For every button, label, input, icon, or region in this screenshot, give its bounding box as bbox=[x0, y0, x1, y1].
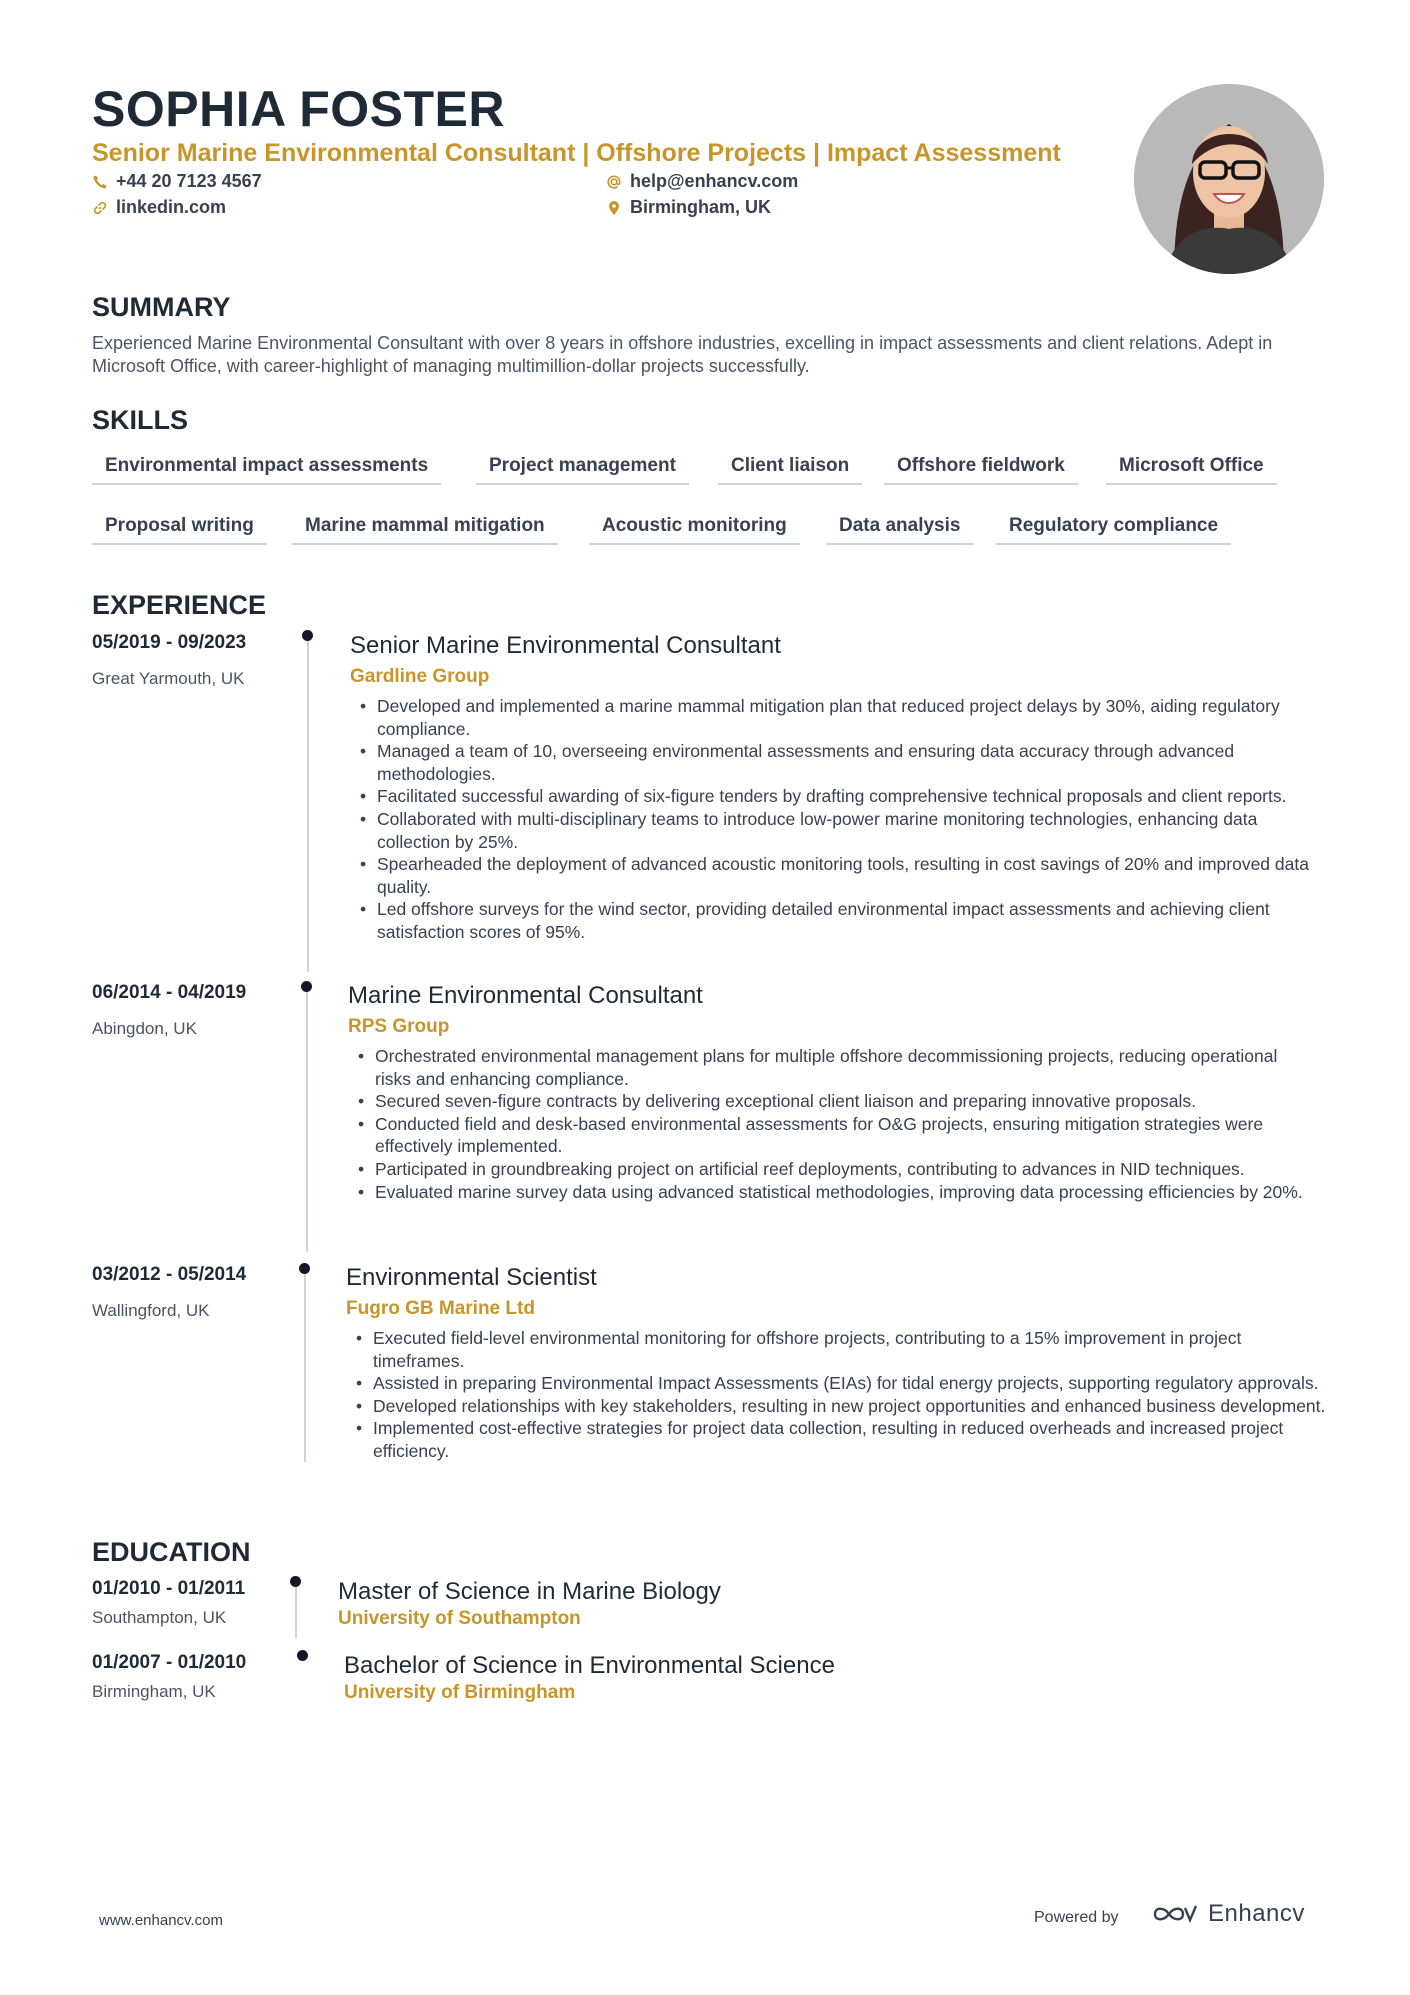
timeline-line bbox=[304, 1272, 306, 1462]
job-bullet: • Developed relationships with key stakeholders, resulting in new project opportunities and enhanced business development. bbox=[354, 1395, 1329, 1418]
skill-tag: Regulatory compliance bbox=[996, 509, 1231, 545]
enhancv-logo[interactable] bbox=[1152, 1900, 1305, 1928]
email-text: help@enhancv.com bbox=[630, 171, 799, 191]
phone-icon bbox=[92, 174, 108, 190]
enhancv-brand-text: Enhancv bbox=[1208, 1900, 1305, 1927]
location-pin-icon bbox=[606, 200, 622, 216]
contact-phone bbox=[92, 171, 262, 192]
skill-tag: Client liaison bbox=[718, 449, 862, 485]
summary-text: Experienced Marine Environmental Consultant with over 8 years in offshore industries, excelling in impact assessments and client relations. Adept in Microsoft Office, with career-highlight of managing multimillion-dollar projects successfully. bbox=[92, 333, 1273, 376]
timeline-dot bbox=[297, 1650, 308, 1661]
job-title: Environmental Scientist bbox=[346, 1264, 597, 1291]
skill-tag: Offshore fieldwork bbox=[884, 449, 1078, 485]
timeline-line bbox=[307, 640, 309, 972]
education-degree: Bachelor of Science in Environmental Science bbox=[344, 1652, 835, 1679]
skill-tag: Marine mammal mitigation bbox=[292, 509, 558, 545]
job-title: Marine Environmental Consultant bbox=[348, 982, 703, 1009]
skills-heading: SKILLS bbox=[92, 405, 189, 435]
education-location: Birmingham, UK bbox=[92, 1682, 216, 1701]
job-bullet: • Executed field-level environmental monitoring for offshore projects, contributing to a 15% improvement in project timeframes. bbox=[354, 1327, 1329, 1372]
job-title: Senior Marine Environmental Consultant bbox=[350, 632, 781, 659]
enhancv-logo-icon bbox=[1152, 1902, 1198, 1926]
skill-tag: Proposal writing bbox=[92, 509, 267, 545]
contact-location bbox=[606, 197, 771, 218]
at-icon bbox=[606, 174, 622, 190]
education-dates: 01/2010 - 01/2011 bbox=[92, 1578, 246, 1599]
skill-tag: Environmental impact assessments bbox=[92, 449, 441, 485]
education-school: University of Southampton bbox=[338, 1608, 581, 1629]
job-bullet: • Participated in groundbreaking project on artificial reef deployments, contributing to advances in NID techniques. bbox=[356, 1158, 1316, 1181]
footer-website-link[interactable]: www.enhancv.com bbox=[99, 1912, 223, 1929]
job-company: RPS Group bbox=[348, 1016, 450, 1037]
job-dates: 05/2019 - 09/2023 bbox=[92, 632, 247, 653]
phone-text: +44 20 7123 4567 bbox=[116, 171, 262, 191]
job-bullet: • Spearheaded the deployment of advanced acoustic monitoring tools, resulting in cost savings of 20% and improved data quality. bbox=[358, 853, 1323, 898]
profile-photo bbox=[1134, 84, 1324, 274]
job-bullet: • Facilitated successful awarding of six-figure tenders by drafting comprehensive technical proposals and client reports. bbox=[358, 785, 1323, 808]
job-dates: 06/2014 - 04/2019 bbox=[92, 982, 247, 1003]
education-degree: Master of Science in Marine Biology bbox=[338, 1578, 721, 1605]
job-location: Great Yarmouth, UK bbox=[92, 669, 245, 688]
job-bullets bbox=[356, 1045, 1316, 1203]
job-location: Wallingford, UK bbox=[92, 1301, 210, 1320]
job-bullet: • Evaluated marine survey data using advanced statistical methodologies, improving data processing efficiencies by 20%. bbox=[356, 1181, 1316, 1204]
timeline-dot bbox=[299, 1263, 310, 1274]
timeline-line bbox=[295, 1586, 297, 1638]
timeline-dot bbox=[302, 630, 313, 641]
job-bullet: • Orchestrated environmental management plans for multiple offshore decommissioning projects, reducing operational risks and enhancing compliance. bbox=[356, 1045, 1316, 1090]
job-location: Abingdon, UK bbox=[92, 1019, 197, 1038]
education-location: Southampton, UK bbox=[92, 1608, 227, 1627]
job-company: Gardline Group bbox=[350, 666, 490, 687]
job-bullet: • Secured seven-figure contracts by delivering exceptional client liaison and preparing innovative proposals. bbox=[356, 1090, 1316, 1113]
job-bullet: • Managed a team of 10, overseeing environmental assessments and ensuring data accuracy through advanced methodologies. bbox=[358, 740, 1323, 785]
link-icon bbox=[92, 200, 108, 216]
summary-heading: SUMMARY bbox=[92, 292, 231, 322]
education-school: University of Birmingham bbox=[344, 1682, 576, 1703]
contact-linkedin[interactable] bbox=[92, 197, 226, 218]
job-dates: 03/2012 - 05/2014 bbox=[92, 1264, 247, 1285]
job-bullet: • Developed and implemented a marine mammal mitigation plan that reduced project delays by 30%, aiding regulatory compliance. bbox=[358, 695, 1323, 740]
skill-tag: Data analysis bbox=[826, 509, 973, 545]
candidate-name: SOPHIA FOSTER bbox=[92, 81, 506, 137]
skill-tag: Acoustic monitoring bbox=[589, 509, 800, 545]
job-bullet: • Led offshore surveys for the wind sector, providing detailed environmental impact assessments and achieving client satisfaction scores of 95%. bbox=[358, 898, 1323, 943]
skill-tag: Microsoft Office bbox=[1106, 449, 1277, 485]
job-bullet: • Collaborated with multi-disciplinary teams to introduce low-power marine monitoring technologies, enhancing data collection by 25%. bbox=[358, 808, 1323, 853]
experience-heading: EXPERIENCE bbox=[92, 590, 267, 620]
profile-photo-image bbox=[1134, 84, 1324, 274]
job-bullets bbox=[354, 1327, 1329, 1463]
skill-tag: Project management bbox=[476, 449, 689, 485]
job-bullets bbox=[358, 695, 1323, 944]
contact-email[interactable] bbox=[606, 171, 798, 192]
location-text: Birmingham, UK bbox=[630, 197, 772, 217]
education-dates: 01/2007 - 01/2010 bbox=[92, 1652, 247, 1673]
timeline-line bbox=[306, 990, 308, 1252]
job-bullet: • Implemented cost-effective strategies for project data collection, resulting in reduced overheads and increased project efficiency. bbox=[354, 1417, 1329, 1462]
education-heading: EDUCATION bbox=[92, 1537, 251, 1567]
job-bullet: • Conducted field and desk-based environmental assessments for O&G projects, ensuring mitigation strategies were effectively implemented. bbox=[356, 1113, 1316, 1158]
powered-by-label: Powered by bbox=[1034, 1909, 1119, 1926]
job-company: Fugro GB Marine Ltd bbox=[346, 1298, 535, 1319]
timeline-dot bbox=[301, 981, 312, 992]
linkedin-text: linkedin.com bbox=[116, 197, 227, 217]
candidate-headline: Senior Marine Environmental Consultant | Offshore Projects | Impact Assessment bbox=[92, 139, 1061, 167]
timeline-dot bbox=[290, 1576, 301, 1587]
job-bullet: • Assisted in preparing Environmental Impact Assessments (EIAs) for tidal energy projects, supporting regulatory approvals. bbox=[354, 1372, 1329, 1395]
